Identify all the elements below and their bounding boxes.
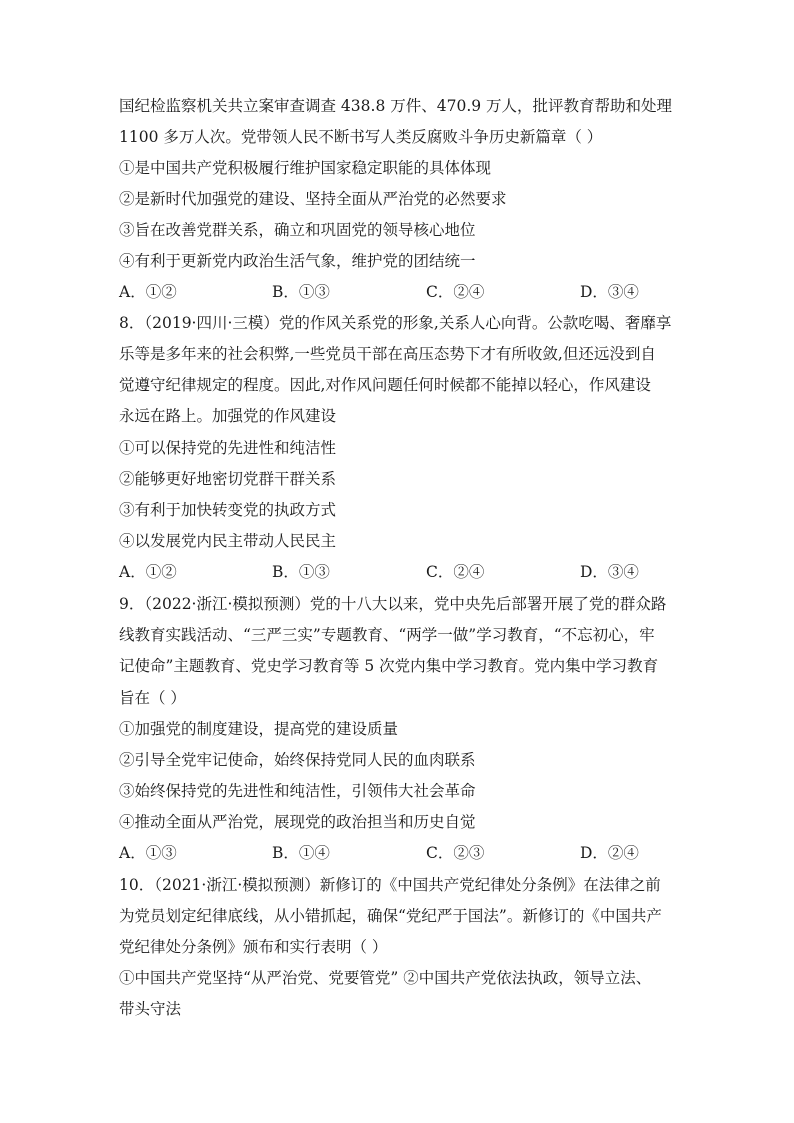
q10-stem-line-3: 党纪律处分条例》颁布和实行表明（ ） xyxy=(119,938,388,956)
q8-options xyxy=(119,562,679,582)
q7-options xyxy=(119,282,679,302)
q7-option-c[interactable]: C．②④ xyxy=(426,283,485,301)
q10-item-line-2: 带头守法 xyxy=(119,1000,182,1018)
q8-option-d[interactable]: D．③④ xyxy=(580,563,639,581)
q8-item-4: ④以发展党内民主带动人民民主 xyxy=(119,532,337,550)
q9-stem-line-4: 旨在（ ） xyxy=(119,689,186,707)
q8-option-a[interactable]: A．①② xyxy=(119,563,177,581)
q7-item-4: ④有利于更新党内政治生活气象，维护党的团结统一 xyxy=(119,252,476,270)
q10-stem-line-2: 为党员划定纪律底线，从小错抓起，确保“党纪严于国法”。新修订的《中国共产 xyxy=(119,907,662,925)
q9-option-c[interactable]: C．②③ xyxy=(426,844,485,862)
q9-option-b[interactable]: B．①④ xyxy=(272,844,330,862)
q10-stem-line-1: 10．（2021·浙江·模拟预测）新修订的《中国共产党纪律处分条例》在法律之前 xyxy=(119,876,661,894)
q9-stem-line-3: 记使命”主题教育、党史学习教育等 5 次党内集中学习教育。党内集中学习教育 xyxy=(119,657,659,675)
q7-option-a[interactable]: A．①② xyxy=(119,283,177,301)
q10-item-line-1: ①中国共产党坚持“从严治党、党要管党” ②中国共产党依法执政，领导立法、 xyxy=(119,969,652,987)
q9-item-2: ②引导全党牢记使命，始终保持党同人民的血肉联系 xyxy=(119,751,476,769)
q9-item-1: ①加强党的制度建设，提高党的建设质量 xyxy=(119,720,399,738)
q8-item-2: ②能够更好地密切党群干群关系 xyxy=(119,470,337,488)
q9-item-3: ③始终保持党的先进性和纯洁性，引领伟大社会革命 xyxy=(119,782,476,800)
q9-options xyxy=(119,843,679,863)
q8-option-c[interactable]: C．②④ xyxy=(426,563,485,581)
q7-option-d[interactable]: D．③④ xyxy=(580,283,639,301)
q7-stem-line-1: 国纪检监察机关共立案审查调查 438.8 万件、470.9 万人，批评教育帮助和处理 xyxy=(119,97,673,115)
q8-item-3: ③有利于加快转变党的执政方式 xyxy=(119,501,337,519)
q8-stem-line-4: 永远在路上。加强党的作风建设 xyxy=(119,407,337,425)
q8-stem-line-3: 觉遵守纪律规定的程度。因此,对作风问题任何时候都不能掉以轻心，作风建设 xyxy=(119,376,651,394)
q8-option-b[interactable]: B．①③ xyxy=(272,563,330,581)
q9-option-d[interactable]: D．②④ xyxy=(580,844,639,862)
q8-item-1: ①可以保持党的先进性和纯洁性 xyxy=(119,439,337,457)
q8-stem-line-2: 乐等是多年来的社会积弊,一些党员干部在高压态势下才有所收敛,但还远没到自 xyxy=(119,345,656,363)
q7-item-2: ②是新时代加强党的建设、坚持全面从严治党的必然要求 xyxy=(119,190,507,208)
q8-stem-line-1: 8．（2019·四川·三模）党的作风关系党的形象,关系人心向背。公款吃喝、奢靡享 xyxy=(119,314,672,332)
q9-stem-line-2: 线教育实践活动、“三严三实”专题教育、“两学一做”学习教育，“不忘初心，牢 xyxy=(119,626,655,644)
q7-stem-line-2: 1100 多万人次。党带领人民不断书写人类反腐败斗争历史新篇章（ ） xyxy=(119,128,603,146)
q9-option-a[interactable]: A．①③ xyxy=(119,844,177,862)
q7-item-3: ③旨在改善党群关系，确立和巩固党的领导核心地位 xyxy=(119,221,476,239)
q7-option-b[interactable]: B．①③ xyxy=(272,283,330,301)
q9-stem-line-1: 9．（2022·浙江·模拟预测）党的十八大以来，党中央先后部署开展了党的群众路 xyxy=(119,595,667,613)
q9-item-4: ④推动全面从严治党，展现党的政治担当和历史自觉 xyxy=(119,813,476,831)
q7-item-1: ①是中国共产党积极履行维护国家稳定职能的具体体现 xyxy=(119,159,492,177)
